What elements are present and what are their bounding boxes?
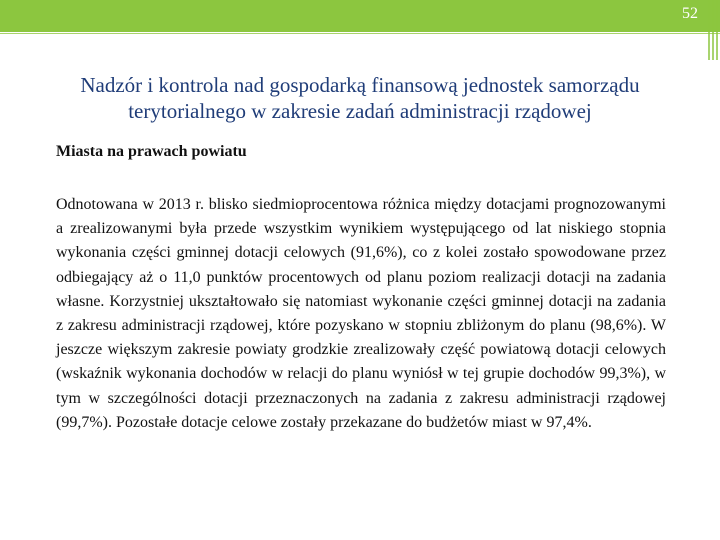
- header-bar: [0, 0, 720, 32]
- corner-decoration: [706, 0, 720, 60]
- section-heading: Miasta na prawach powiatu: [56, 143, 247, 160]
- body-paragraph: Odnotowana w 2013 r. blisko siedmioprocentowa różnica między dotacjami prognozowanymi a zrealizowanymi była przede wszystkim wynikiem występującego od lat niskiego stopnia wykonania części gminnej dotacji celowych (91,6%), co z kolei zostało spowodowane przez odbiegający aż o 11,0 punktów procentowych od planu poziom realizacji dotacji na zadania własne. Korzystniej ukształtowało się natomiast wykonanie części gminnej dotacji na zadania z zakresu administracji rządowej, które pozyskano w stopniu zbliżonym do planu (98,6%). W jeszcze większym zakresie powiaty grodzkie zrealizowały część powiatową dotacji celowych (wskaźnik wykonania dochodów w relacji do planu wyniósł w tej grupie dochodów 99,3%), w tym w szczególności dotacji przeznaczonych na zadania z zakresu administracji rządowej (99,7%). Pozostałe dotacje celowe zostały przekazane do budżetów miast w 97,4%.: [56, 196, 666, 431]
- header-divider: [0, 33, 720, 34]
- slide-title: Nadzór i kontrola nad gospodarką finansową jednostek samorządu terytorialnego w zakresie zadań administracji rządowej: [80, 73, 640, 123]
- page-number: 52: [682, 5, 698, 22]
